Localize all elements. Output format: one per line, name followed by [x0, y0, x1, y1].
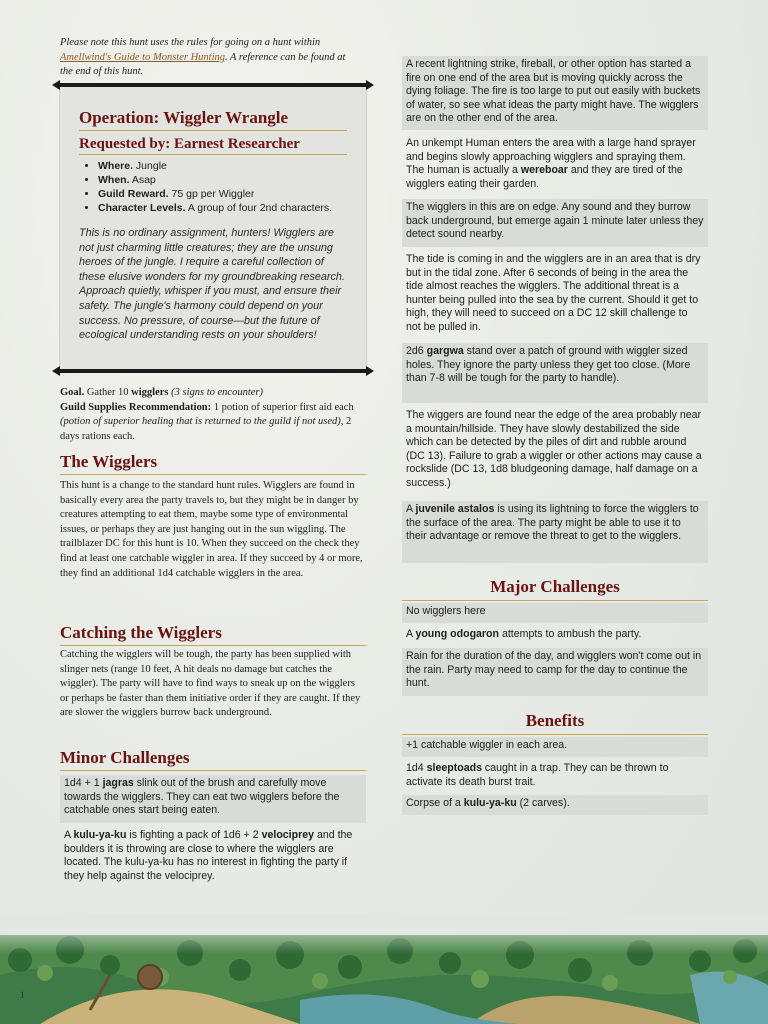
quest-detail-reward: • Guild Reward. 75 gp per Wiggler [98, 187, 332, 201]
minor-challenge-9: A juvenile astalos is using its lightning to force the wigglers to the surface of the area. The party might be able to use it to their advantage or remove the threat to get to the wigglers. [402, 501, 708, 563]
minor-challenge-5: The wigglers in this are on edge. Any sound and they burrow back underground, but emerge again 1 minute later unless they detect sound nearby. [402, 199, 708, 247]
quest-box [60, 86, 366, 372]
quest-box-bottom-bar [58, 369, 368, 373]
minor-challenge-7: 2d6 gargwa stand over a patch of ground with wiggler sized holes. They ignore the party unless they get too close. (More than 7-8 will be tough for the party to handle). [402, 343, 708, 403]
benefit-1: +1 catchable wiggler in each area. [402, 737, 708, 757]
guide-link[interactable]: Amellwind's Guide to Monster Hunting [60, 51, 225, 63]
intro-text-end: . A reference can be found at the end of this hunt. [60, 51, 346, 77]
quest-details [82, 159, 332, 215]
jungle-map-image [0, 915, 768, 1024]
heading-the-wigglers: The Wigglers [60, 452, 366, 475]
quest-box-top-bar [58, 83, 368, 87]
major-challenge-3: Rain for the duration of the day, and wigglers won't come out in the rain. Party may need to camp for the day to continue the hunt. [402, 648, 708, 696]
major-challenge-1: No wigglers here [402, 603, 708, 623]
minor-challenge-4: An unkempt Human enters the area with a large hand sprayer and begins slowly approaching wigglers and spraying them. The human is actually a wereboar and they are tired of the wigglers eating their garden. [406, 137, 696, 190]
minor-challenge-1: 1d4 + 1 jagras slink out of the brush and carefully move towards the wigglers. They can eat two wigglers before the catchable ones start being eaten. [60, 775, 366, 823]
quest-requester: Requested by: Earnest Researcher [79, 136, 347, 155]
quest-title: Operation: Wiggler Wrangle [79, 108, 347, 131]
minor-challenge-3: A recent lightning strike, fireball, or other option has started a fire on one end of the area but is moving quickly across the dying foliage. The fire is too large to put out easily with buckets of water, so see what ideas the party might have. The wigglers are on the other end of the area. [402, 56, 708, 130]
quest-detail-when: • When. Asap [98, 173, 332, 187]
intro-note [60, 36, 360, 80]
catching-text: Catching the wigglers will be tough, the party has been supplied with slinger nets (range 10 feet, A hit deals no damage but catches the wiggler). The party will have to find ways to sneak up on the wigglers or perhaps be faster than them initiative order if they are caught. If they are slower the wigglers burrow back underground. [60, 649, 361, 719]
wigglers-text: This hunt is a change to the standard hunt rules. Wigglers are found in basically every area the party travels to, but they might be in danger by creatures attempting to eat them, maybe some type of environmental issues, or perhaps they are just hanging out in the sun wiggling. The trailblazer DC for this hunt is 10. When they succeed on the check they find at least one catchable wiggler in area. If they succeed by 4 or more, they find an additional 1d4 catchable wigglers in the area. [60, 480, 363, 579]
minor-challenge-2: A kulu-ya-ku is fighting a pack of 1d6 + 2 velociprey and the boulders it is throwing are close to where the wigglers are located. The kulu-ya-ku has no interest in fighting the party if they help against the velociprey. [64, 829, 353, 882]
heading-benefits: Benefits [402, 711, 708, 735]
major-challenge-2: A young odogaron attempts to ambush the party. [406, 628, 642, 640]
goal-block: Goal. Gather 10 wigglers (3 signs to encounter) Guild Supplies Recommendation: 1 potion of superior first aid each (potion of superior healing that is returned to the guild if not used), 2 days rations each. [60, 387, 354, 442]
quest-description: This is no ordinary assignment, hunters! Wigglers are not just charming little creatures; they are the unsung heroes of the jungle. I require a careful collection of these elusive wonders for my groundbreaking research. Approach quietly, whisper if you must, and ensure their safety. The jungle's harmony could depend on your success. No pressure, of course—but the future of ecological understanding rests on your shoulders! [79, 227, 345, 342]
benefit-3: Corpse of a kulu-ya-ku (2 carves). [402, 795, 708, 815]
heading-major-challenges: Major Challenges [402, 577, 708, 601]
page-number: 1 [20, 990, 25, 1000]
benefit-2: 1d4 sleeptoads caught in a trap. They can be thrown to activate its death burst trait. [406, 762, 669, 788]
minor-challenge-6: The tide is coming in and the wigglers are in an area that is dry but in the tidal zone. After 6 seconds of being in the area the tide almost reaches the wigglers. The additional threat is a hunter being pulled into the sea by the current. Should it get to high, they will need to succeed on a DC 12 skill challenge to not be pulled in. [406, 253, 701, 333]
quest-detail-where: • Where. Jungle [98, 159, 332, 173]
intro-text: Please note this hunt uses the rules for going on a hunt within [60, 37, 321, 48]
minor-challenge-8: The wiggers are found near the edge of the area probably near a mountain/hillside. They have slowly destabilized the side which can be detected by the piles of dirt and rubble around (DC 13). Failure to grab a wiggler or other actions may cause a rockslide (DC 13, 1d8 bludgeoning damage, half damage on a success.) [406, 409, 702, 489]
heading-minor-challenges: Minor Challenges [60, 748, 366, 771]
heading-catching-wigglers: Catching the Wigglers [60, 623, 366, 646]
quest-detail-levels: • Character Levels. A group of four 2nd characters. [98, 201, 332, 215]
jungle-map-footer-art [0, 915, 768, 1024]
